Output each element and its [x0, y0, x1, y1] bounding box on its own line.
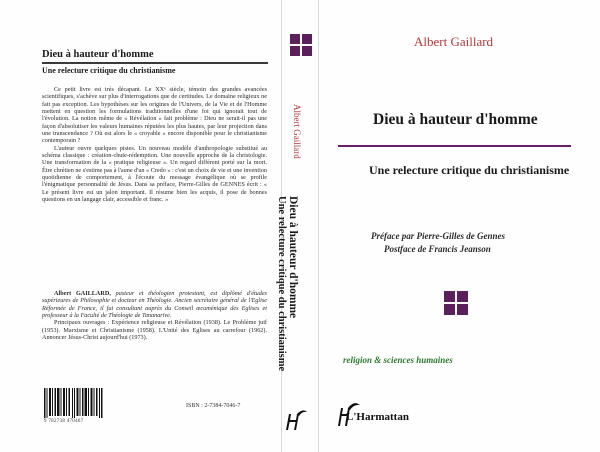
front-logo-icon — [444, 291, 468, 315]
publisher-name: L'Harmattan — [346, 411, 409, 423]
author-bio — [42, 290, 267, 341]
preface-credit: Préface par Pierre-Gilles de Gennes — [371, 231, 505, 241]
barcode — [44, 388, 104, 418]
bio-works: Principaux ouvrages : Expérience religieuse et Révélation (1938). Le Problème juif (1953). Marxisme et Christianisme (1958). L'Unité des Eglises au carrefour (1962). Annoncer Jésus-Christ aujourd'hui (1973). — [42, 319, 267, 342]
blurb-paragraph: L'auteur ouvre quelques pistes. Un nouveau modèle d'anthropologie substitué au schéma classique : création-chute-rédemption. Une nouvelle approche de la christologie. Une transformation de la « pratique religieuse ». Un regard différent porté sur la mort. Être chrétien ne s'estime pas à l'aune d'un « Credo » : c'est un choix de vie et une invention quotidienne de comportement, à l'écoute du message évangélique où se profile l'énigmatique personnalité de Jésus. Dans sa préface, Pierre-Gilles de GENNES écrit : « Le présent livre est un jalon important. Il résume bien les acquis, il pose de bonnes questions en un langage clair, accessible et franc. » — [42, 144, 267, 204]
front-subtitle: Une relecture critique du christianisme — [369, 163, 570, 177]
blurb-paragraph: Ce petit livre est très décapant. Le XXᵉ siècle, témoin des grandes avancées scientifiques, s'achève sur plus d'interrogations que de certitudes. Le domaine religieux ne fait pas exception. Les hypothèses sur les origines de l'Univers, de la Vie et de l'Homme mettent en question les formulations traditionnelles d'une foi qui ignorait tout de l'évolution. La notion même de « Révélation » fait problème : Dieu ne serait-il pas une façon d'absolutiser les valeurs humaines réputées les plus hautes, par leur projection dans une transcendance ? Où est alors le « croyable » encore disponible pour le christianisme contemporain ? — [42, 86, 267, 145]
spine-title: Dieu à hauteur d'homme — [287, 196, 299, 319]
front-title: Dieu à hauteur d'homme — [373, 111, 538, 128]
front-title-rule — [338, 145, 571, 147]
postface-credit: Postface de Francis Jeanson — [384, 244, 491, 254]
bio-text: pasteur et théologien protestant, est diplômé d'études supérieures de Philosophie et docteur en Théologie. Ancien secrétaire général de l'Eglise Réformée de France, il fut consultant auprès du Conseil œcuménique des Eglises et professeur à la Faculté de Théologie de Tananarive. — [42, 290, 268, 320]
bio-author-name: Albert GAILLARD, — [54, 290, 111, 297]
isbn: ISBN : 2-7384-7046-7 — [186, 403, 241, 409]
spine-right-edge — [318, 0, 319, 452]
back-subtitle: Une relecture critique du christianisme — [42, 66, 176, 75]
front-author: Albert Gaillard — [414, 34, 494, 49]
spine-subtitle: Une relecture critique du christianisme — [276, 196, 287, 372]
collection-name: religion & sciences humaines — [343, 355, 453, 365]
harmattan-logo-icon — [283, 408, 309, 432]
spine-logo-icon — [290, 34, 312, 56]
back-title-rule — [42, 62, 268, 64]
back-title: Dieu à hauteur d'homme — [42, 49, 154, 60]
back-blurb — [42, 86, 267, 204]
spine-title-block — [275, 196, 299, 371]
barcode-digits: 9 782738 470467 — [44, 419, 84, 424]
spine-author: Albert Gaillard — [292, 104, 302, 159]
